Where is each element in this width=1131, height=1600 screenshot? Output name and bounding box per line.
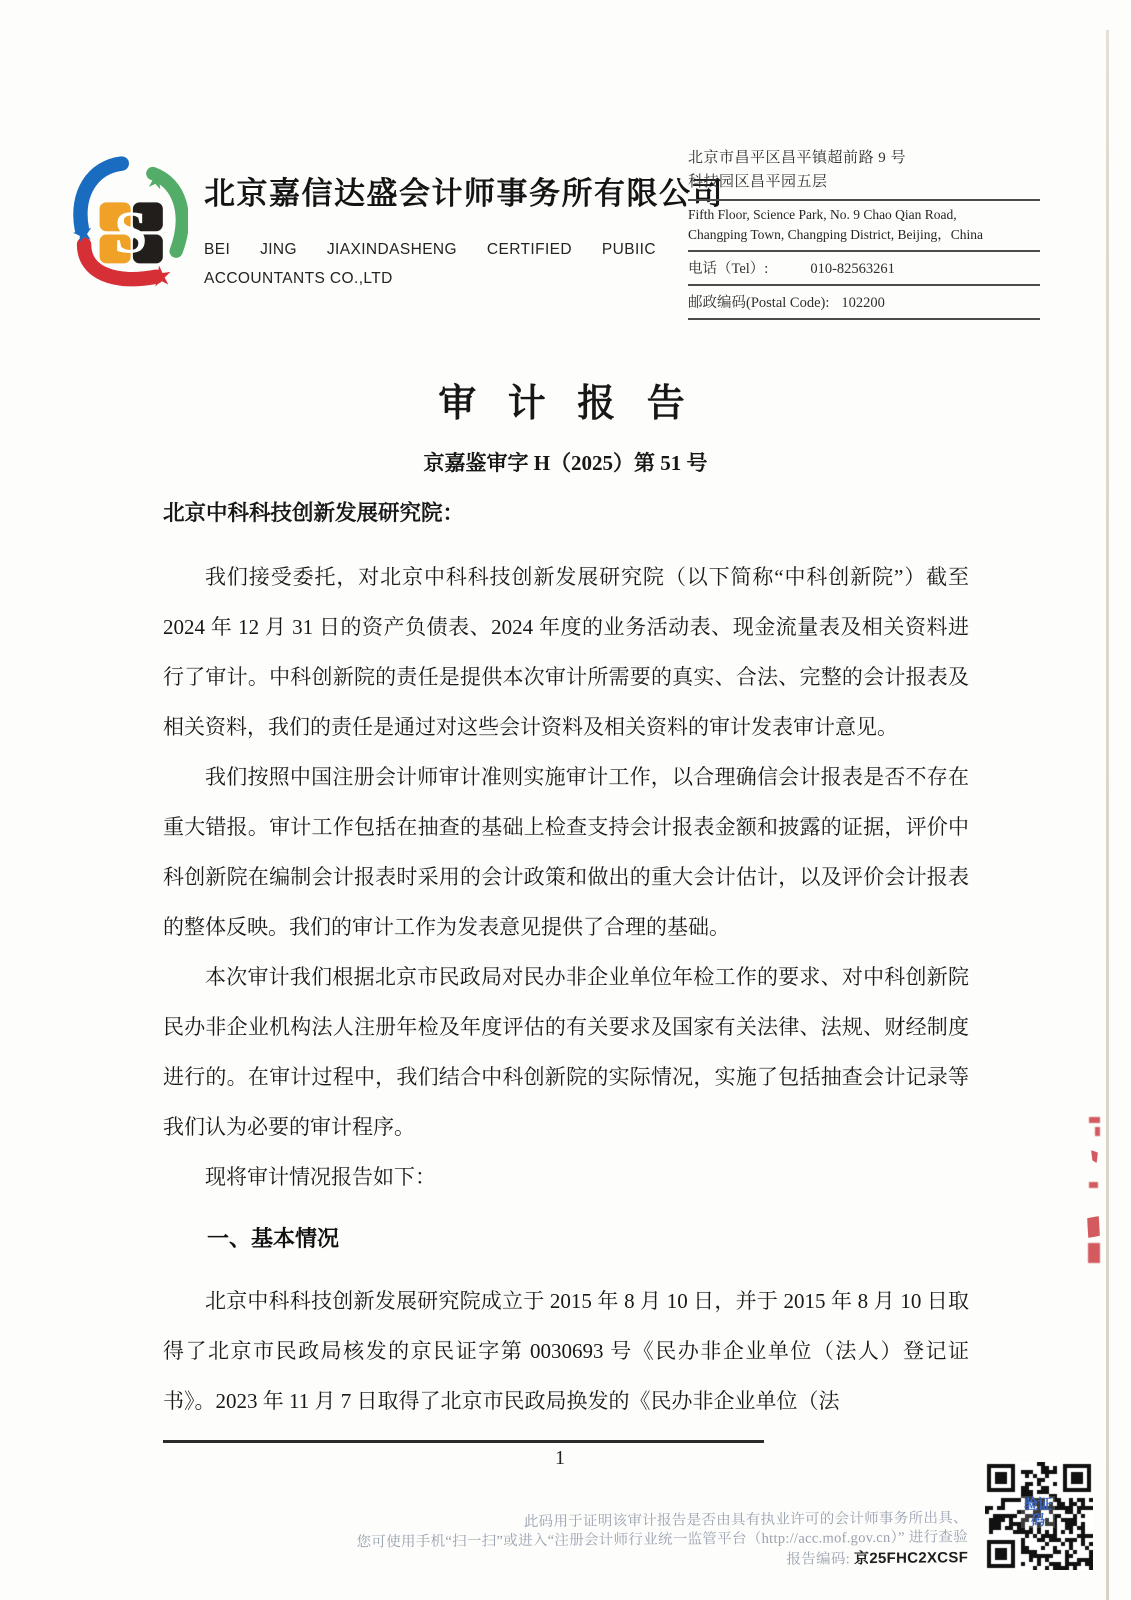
address-zh-line2: 科技园区昌平园五层: [688, 174, 828, 190]
report-body: [163, 488, 969, 1426]
postal-label: 邮政编码(Postal Code):: [688, 295, 830, 311]
firm-name-en-line1: [204, 241, 656, 259]
address-en: [688, 201, 1040, 250]
red-seal-fragment: [1088, 1243, 1100, 1263]
firm-name-en-word: JIAXINDASHENG: [326, 241, 457, 258]
verification-notes: [328, 1509, 968, 1574]
tel-row: [688, 252, 1040, 284]
firm-name-en-word: JING: [260, 241, 297, 258]
firm-name-en-word: CERTIFIED: [486, 241, 573, 258]
firm-name-en-line2: ACCOUNTANTS CO.,LTD: [204, 270, 393, 287]
red-seal-fragment: [1091, 1150, 1098, 1163]
page-number: 1: [555, 1447, 565, 1469]
qr-verification-overlay: 验证码: [1021, 1496, 1055, 1528]
verification-note-line1: 此码用于证明该审计报告是否由具有执业许可的会计师事务所出具、: [523, 1510, 968, 1531]
firm-name-en-word: BEI: [204, 241, 231, 258]
verification-note-line2: 您可使用手机“扫一扫”或进入“注册会计师行业统一监管平台（http://acc.mof.gov.cn）” 进行查验: [356, 1529, 969, 1551]
paragraph-engagement: 我们接受委托，对北京中科科技创新发展研究院（以下简称“中科创新院”）截至 2024 年 12 月 31 日的资产负债表、2024 年度的业务活动表、现金流量表及相关资料进行了审计。中科创新院的责任是提供本次审计所需要的真实、合法、完整的会计报表及相关资料，我们的责任是通过对这些会计资料及相关资料的审计发表审计意见。: [163, 565, 969, 739]
red-seal-fragment: [1095, 1127, 1100, 1136]
postal-value: 102200: [841, 295, 885, 311]
document-title: 审 计 报 告: [438, 383, 693, 425]
scan-edge-line: [1106, 30, 1109, 1600]
postal-row: [688, 286, 1040, 318]
footer-rule: [163, 1440, 764, 1443]
report-code-value: 京25FHC2XCSF: [853, 1549, 969, 1568]
paragraph-audit-standards: 我们按照中国注册会计师审计准则实施审计工作，以合理确信会计报表是否不存在重大错报。审计工作包括在抽查的基础上检查支持会计报表金额和披露的证据，评价中科创新院在编制会计报表时采用的会计政策和做出的重大会计估计，以及评价会计报表的整体反映。我们的审计工作为发表意见提供了合理的基础。: [163, 765, 969, 939]
tel-value: 010-82563261: [810, 261, 895, 277]
addressee: 北京中科科技创新发展研究院：: [163, 501, 465, 525]
red-seal-fragment: [1089, 1117, 1100, 1123]
address-en-line1: Fifth Floor, Science Park, No. 9 Chao Qian Road,: [688, 207, 957, 222]
report-code-label: 报告编码:: [786, 1551, 851, 1568]
paragraph-audit-basis: 本次审计我们根据北京市民政局对民办非企业单位年检工作的要求、对中科创新院民办非企业机构法人注册年检及年度评估的有关要求及国家有关法律、法规、财经制度进行的。在审计过程中，我们结合中科创新院的实际情况，实施了包括抽查会计记录等我们认为必要的审计程序。: [163, 965, 969, 1139]
firm-logo: [60, 148, 188, 290]
contact-divider: [688, 318, 1040, 320]
report-code-line: [328, 1548, 968, 1574]
firm-contact-block: [688, 146, 1040, 320]
reference-number: 京嘉鉴审字 H（2025）第 51 号: [423, 451, 708, 475]
red-seal-fragment: [1087, 1216, 1100, 1238]
paragraph-lead-in: 现将审计情况报告如下：: [205, 1165, 436, 1189]
logo-center-blocks: [100, 199, 163, 265]
firm-name-zh: 北京嘉信达盛会计师事务所有限公司: [204, 176, 724, 211]
qr-code: [985, 1462, 1093, 1570]
address-zh-line1: 北京市昌平区昌平镇超前路 9 号: [688, 150, 907, 166]
tel-label: 电话（Tel）:: [688, 261, 769, 277]
svg-text:S: S: [114, 199, 148, 266]
paragraph-basic-info: 北京中科科技创新发展研究院成立于 2015 年 8 月 10 日，并于 2015 年 8 月 10 日取得了北京市民政局核发的京民证字第 0030693 号《民办非企业单位（法人）登记证书》。2023 年 11 月 7 日取得了北京市民政局换发的《民办非企业单位（法: [163, 1289, 969, 1413]
firm-name-block: [204, 168, 724, 288]
firm-name-en-word: PUBIIC: [601, 241, 656, 258]
red-seal-fragment: [1089, 1182, 1098, 1188]
firm-name-en: [204, 241, 656, 288]
address-en-line2: Changping Town, Changping District, Beijing，China: [688, 227, 984, 242]
section-heading-basic-info: 一、基本情况: [207, 1226, 340, 1251]
